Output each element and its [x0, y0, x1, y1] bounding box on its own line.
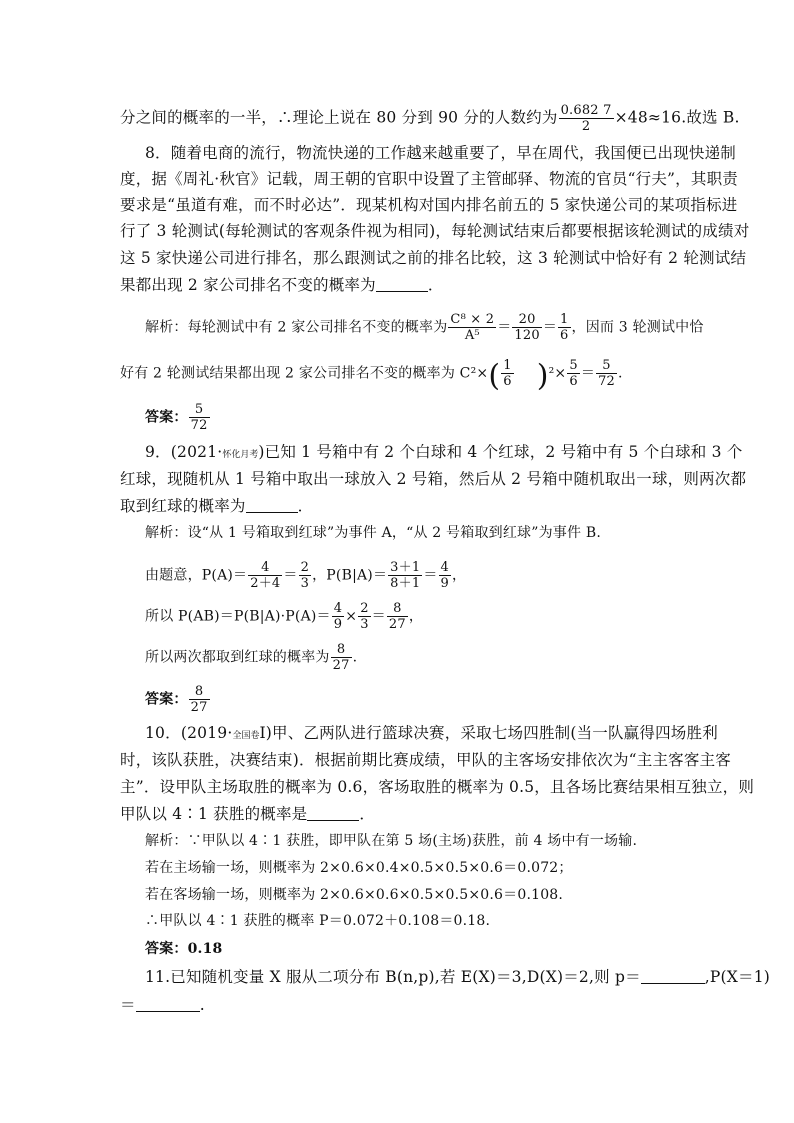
q9-solution-line-4: 所以两次都取到红球的概率为 $\frac{8}{27}$ .	[145, 642, 358, 673]
fraction: $\frac{8}{27}$	[190, 684, 208, 715]
fraction: $\frac{5}{72}$	[190, 402, 208, 433]
q10-solution-line-1: 解析：∵甲队以 4∶1 获胜，即甲队在第 5 场(主场)获胜，前 4 场中有一场输.	[145, 833, 638, 849]
q8-solution-line-1: 解析：每轮测试中有 2 家公司排名不变的概率为 $\frac{\text{C⁸ × 2}}{\text{A⁵}}$ ＝ $\frac{20}{120}$ ＝ $\frac{1}{6}$ ，因而 3 轮测试中恰	[145, 312, 704, 343]
source-tag: 怀化月考	[222, 450, 259, 460]
fraction: $\frac{1}{6}$	[560, 312, 569, 343]
q10-answer: 答案：0.18	[145, 941, 223, 957]
q9-answer: 答案： $\frac{8}{27}$	[145, 684, 208, 715]
question-10-line-1: 10．(2019·全国卷Ⅰ)甲、乙两队进行篮球决赛，采取七场四胜制(当一队赢得四场胜利	[145, 724, 718, 742]
question-8-line-1: 8．随着电商的流行，物流快递的工作越来越重要了，早在周代，我国便已出现快递制	[145, 144, 736, 162]
fraction: $\frac{1}{6}$	[503, 358, 512, 389]
fraction: $\frac{8}{27}$	[388, 601, 406, 632]
q9-solution-line-1: 解析：设“从 1 号箱取到红球”为事件 A，“从 2 号箱取到红球”为事件 B.	[145, 525, 601, 541]
fraction: $\frac{2}{3}$	[360, 601, 369, 632]
answer-blank	[136, 997, 200, 1012]
fraction: $\frac{20}{120}$	[514, 312, 540, 343]
question-8-line-2: 度，据《周礼·秋官》记载，周王朝的官职中设置了主管邮驿、物流的官员“行夫”，其职责	[120, 170, 738, 188]
fraction: $\frac{5}{6}$	[569, 358, 578, 389]
fraction: $\frac{4}{9}$	[440, 560, 450, 591]
question-9-line-1: 9．(2021·怀化月考)已知 1 号箱中有 2 个白球和 4 个红球，2 号箱中有 5 个白球和 3 个	[145, 443, 743, 461]
fraction: $\frac{4}{2+4}$	[250, 560, 281, 591]
question-10-line-2: 时，该队获胜，决赛结束)．根据前期比赛成绩，甲队的主客场安排依次为“主主客客主客	[120, 751, 731, 769]
question-10-line-4: 甲队以 4∶1 获胜的概率是 ．	[120, 805, 376, 823]
question-9-line-3: 取到红球的概率为 ．	[120, 497, 314, 515]
question-11-line-1: 11.已知随机变量 X 服从二项分布 B(n,p),若 E(X)＝3,D(X)＝2,则 p＝ ,P(X＝1)	[145, 968, 771, 986]
source-tag: 全国卷	[232, 731, 260, 741]
q8-answer: 答案： $\frac{5}{72}$	[145, 402, 208, 433]
answer-blank	[376, 277, 428, 292]
fraction: $\frac{5}{72}$	[598, 358, 616, 389]
fraction: $\frac{0.682 7}{2}$	[560, 103, 612, 134]
answer-blank	[307, 806, 359, 821]
fraction: $\frac{3+1}{8+1}$	[390, 560, 421, 591]
question-8-line-6: 果都出现 2 家公司排名不变的概率为 ．	[120, 276, 444, 294]
q10-solution-line-2: 若在主场输一场，则概率为 2×0.6×0.4×0.5×0.5×0.6＝0.072；	[145, 860, 573, 876]
answer-blank	[641, 969, 705, 984]
fraction: $\frac{8}{27}$	[332, 642, 350, 673]
question-8-line-4: 行了 3 轮测试(每轮测试的客观条件视为相同)，每轮测试结束后都要根据该轮测试的成绩对	[120, 222, 750, 240]
answer-blank	[246, 498, 298, 513]
question-8-line-5: 这 5 家快递公司进行排名，那么跟测试之前的排名比较，这 3 轮测试中恰好有 2 轮测试结	[120, 249, 747, 267]
question-8-line-3: 要求是“虽道有难，而不时必达”．现某机构对国内排名前五的 5 家快递公司的某项指标进	[120, 196, 738, 214]
fraction: $\frac{4}{9}$	[333, 601, 343, 632]
q10-solution-line-4: ∴甲队以 4∶1 获胜的概率 P＝0.072＋0.108＝0.18.	[145, 913, 491, 929]
question-11-line-2: ＝ .	[120, 996, 205, 1014]
q9-solution-line-3: 所以 P(AB)＝P(B|A)·P(A)＝ $\frac{4}{9}$ × $\frac{2}{3}$ ＝ $\frac{8}{27}$ ，	[145, 601, 424, 632]
fraction: $\frac{2}{3}$	[300, 560, 310, 591]
line-text: 分之间的概率的一半，∴理论上说在 80 分到 90 分的人数约为	[120, 108, 558, 127]
question-10-line-3: 主”．设甲队主场取胜的概率为 0.6，客场取胜的概率为 0.5，且各场比赛结果相互独立，则	[120, 778, 755, 796]
q9-solution-line-2: 由题意，P(A)＝ $\frac{4}{2+4}$ ＝ $\frac{2}{3}$ ，P(B|A)＝ $\frac{3+1}{8+1}$ ＝ $\frac{4}{9}$ ，	[145, 560, 467, 591]
fraction: $\frac{\text{C⁸ × 2}}{\text{A⁵}}$	[450, 312, 495, 343]
q10-solution-line-3: 若在客场输一场，则概率为 2×0.6×0.6×0.5×0.5×0.6＝0.108.	[145, 887, 564, 903]
question-9-line-2: 红球，现随机从 1 号箱中取出一球放入 2 号箱，然后从 2 号箱中随机取出一球，则两次都	[120, 470, 747, 488]
text-line-1: 分之间的概率的一半，∴理论上说在 80 分到 90 分的人数约为 $\frac{0.682 7}{2}$ ×48≈16.故选 B.	[120, 103, 740, 134]
q8-solution-line-2: 好有 2 轮测试结果都出现 2 家公司排名不变的概率为 C²×( $\frac{1}{6}$ )²× $\frac{5}{6}$ ＝ $\frac{5}{72}$ .	[120, 358, 623, 394]
